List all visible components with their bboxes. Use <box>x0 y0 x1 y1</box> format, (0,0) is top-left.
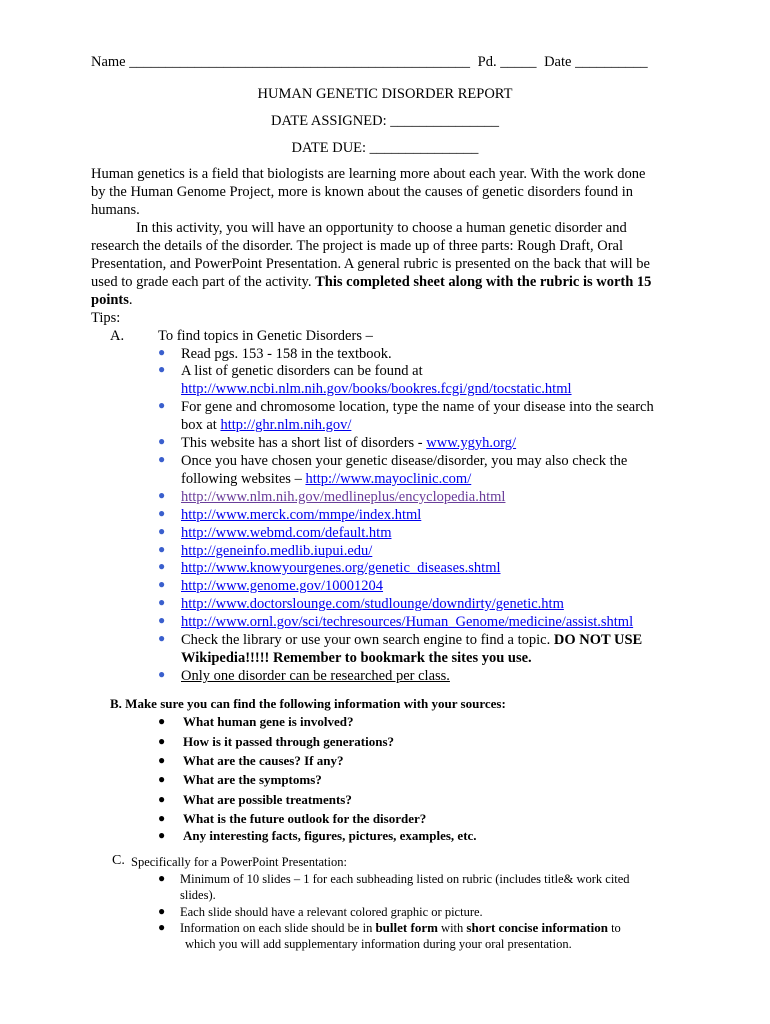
list-item-read: Read pgs. 153 - 158 in the textbook. <box>181 346 392 362</box>
medlineplus-link[interactable]: http://www.nlm.nih.gov/medlineplus/encyclopedia.html <box>181 489 506 505</box>
ghr-link[interactable]: http://ghr.nlm.nih.gov/ <box>220 417 352 433</box>
list-item-gene-text: For gene and chromosome location, type the name of your disease into the search <box>181 399 654 415</box>
list-item-once-text: Once you have chosen your genetic disease/disorder, you may also check the <box>181 453 628 469</box>
bullet-icon: ● <box>158 362 166 376</box>
intro-line-2: by the Human Genome Project, more is known about the causes of genetic disorders found in <box>91 184 634 200</box>
activity-worth: This completed sheet along with the rubric is worth 15 <box>315 274 652 290</box>
list-item-once-line2 <box>181 470 471 488</box>
bullet-icon: ● <box>158 345 166 359</box>
list-item: What is the future outlook for the disorder? <box>183 811 427 826</box>
bullet-icon: ● <box>158 613 166 627</box>
genome-link[interactable]: http://www.genome.gov/10001204 <box>181 578 384 594</box>
bullet-icon: ● <box>158 904 166 918</box>
bullet-icon: ● <box>158 792 166 806</box>
list-item-short <box>181 434 516 452</box>
date-blank[interactable]: __________ <box>575 54 648 70</box>
section-b-heading: B. Make sure you can find the following information with your sources: <box>110 696 506 711</box>
activity-text: used to grade each part of the activity. <box>91 274 316 290</box>
knowyourgenes-link[interactable]: http://www.knowyourgenes.org/genetic_diseases.shtml <box>181 560 501 576</box>
info-pre: Information on each slide should be in <box>180 921 376 935</box>
list-item: How is it passed through generations? <box>183 734 395 749</box>
webmd-link[interactable]: http://www.webmd.com/default.htm <box>181 525 392 541</box>
bullet-icon: ● <box>158 734 166 748</box>
list-item-info-2: which you will add supplementary information during your oral presentation. <box>185 937 572 951</box>
check-warning: DO NOT USE <box>553 632 643 648</box>
bullet-icon: ● <box>158 452 166 466</box>
list-item-slides-2: slides). <box>180 888 216 902</box>
list-item: What are possible treatments? <box>183 792 352 807</box>
info-bullet-form: bullet form <box>375 920 438 935</box>
bullet-icon: ● <box>158 524 166 538</box>
check-warning-2: Wikipedia!!!!! Remember to bookmark the sites you use. <box>181 650 532 666</box>
intro-line-1: Human genetics is a field that biologists are learning more about each year. With the work done <box>91 166 646 182</box>
info-short-concise: short concise information <box>466 920 608 935</box>
bullet-icon: ● <box>158 559 166 573</box>
mayoclinic-link[interactable]: http://www.mayoclinic.com/ <box>305 471 472 487</box>
name-blank[interactable]: _______________________________________________ <box>129 54 470 70</box>
list-item-only-one: Only one disorder can be researched per class. <box>181 668 450 684</box>
bullet-icon: ● <box>158 920 166 934</box>
section-a-heading: To find topics in Genetic Disorders – <box>158 328 373 344</box>
bullet-icon: ● <box>158 714 166 728</box>
ygyh-link[interactable]: www.ygyh.org/ <box>426 435 517 451</box>
date-assigned: DATE ASSIGNED: _______________ <box>271 113 499 129</box>
list-item-slides: Minimum of 10 slides – 1 for each subheading listed on rubric (includes title& work cited <box>180 872 630 886</box>
page-title: HUMAN GENETIC DISORDER REPORT <box>257 86 513 102</box>
gene-text-2: box at <box>181 417 221 433</box>
date-due: DATE DUE: _______________ <box>291 140 479 156</box>
info-mid: with <box>437 921 467 935</box>
bullet-icon: ● <box>158 667 166 681</box>
bullet-icon: ● <box>158 595 166 609</box>
list-item-graphic: Each slide should have a relevant colored graphic or picture. <box>180 905 483 919</box>
list-item: Any interesting facts, figures, pictures, examples, etc. <box>183 828 477 843</box>
name-line <box>91 53 648 71</box>
name-label: Name <box>91 54 126 70</box>
list-item-list-text: A list of genetic disorders can be found at <box>181 363 423 379</box>
list-item: What are the symptoms? <box>183 772 322 787</box>
tips-label: Tips: <box>91 310 121 326</box>
ncbi-link[interactable]: http://www.ncbi.nlm.nih.gov/books/bookres.fcgi/gnd/tocstatic.html <box>181 381 572 397</box>
bullet-icon: ● <box>158 506 166 520</box>
ornl-link[interactable]: http://www.ornl.gov/sci/techresources/Human_Genome/medicine/assist.shtml <box>181 614 634 630</box>
section-c-heading: Specifically for a PowerPoint Presentation: <box>131 855 347 869</box>
bullet-icon: ● <box>158 542 166 556</box>
bullet-icon: ● <box>158 398 166 412</box>
pd-blank[interactable]: _____ <box>500 54 537 70</box>
section-c-letter: C. <box>112 853 125 868</box>
list-item: What are the causes? If any? <box>183 753 344 768</box>
once-text-2: following websites – <box>181 471 306 487</box>
list-item-gene-line2 <box>181 416 351 434</box>
list-item-check <box>181 631 642 649</box>
merck-link[interactable]: http://www.merck.com/mmpe/index.html <box>181 507 422 523</box>
check-text: Check the library or use your own search engine to find a topic. <box>181 632 554 648</box>
activity-line-1: In this activity, you will have an opportunity to choose a human genetic disorder and <box>136 220 627 236</box>
short-text: This website has a short list of disorders - <box>181 435 427 451</box>
bullet-icon: ● <box>158 631 166 645</box>
bullet-icon: ● <box>158 828 166 842</box>
activity-line-4 <box>91 273 651 291</box>
activity-line-3: Presentation, and PowerPoint Presentation. A general rubric is presented on the back that will be <box>91 256 650 272</box>
intro-line-3: humans. <box>91 202 140 218</box>
list-item: What human gene is involved? <box>183 714 354 729</box>
info-post: to <box>607 921 621 935</box>
activity-points: points <box>91 292 129 308</box>
bullet-icon: ● <box>158 488 166 502</box>
geneinfo-link[interactable]: http://geneinfo.medlib.iupui.edu/ <box>181 543 373 559</box>
section-a-letter: A. <box>110 328 125 344</box>
bullet-icon: ● <box>158 753 166 767</box>
bullet-icon: ● <box>158 811 166 825</box>
bullet-icon: ● <box>158 434 166 448</box>
bullet-icon: ● <box>158 577 166 591</box>
doctorslounge-link[interactable]: http://www.doctorslounge.com/studlounge/downdirty/genetic.htm <box>181 596 564 612</box>
list-item-info <box>180 920 621 936</box>
date-label: Date <box>544 54 572 70</box>
activity-line-2: research the details of the disorder. The project is made up of three parts: Rough Draft, Oral <box>91 238 624 254</box>
activity-line-5 <box>91 291 133 309</box>
pd-label: Pd. <box>477 54 497 70</box>
bullet-icon: ● <box>158 772 166 786</box>
activity-period: . <box>128 292 133 308</box>
bullet-icon: ● <box>158 871 166 885</box>
